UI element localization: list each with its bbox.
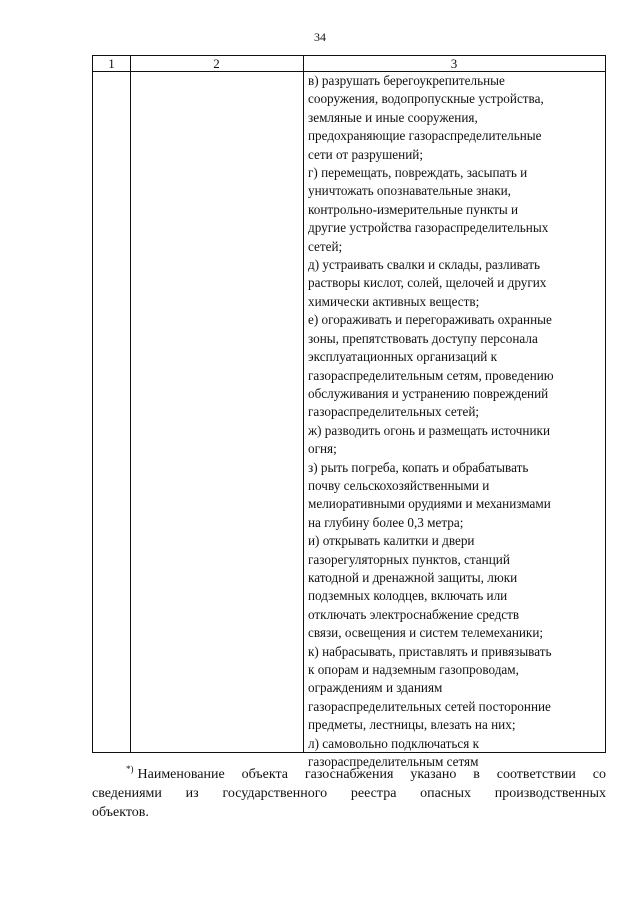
page-number: 34 (314, 30, 326, 44)
table-text-line: отключать электроснабжение средств (308, 606, 520, 622)
table-text-line: д) устраивать свалки и склады, разливать (308, 257, 540, 273)
table-text-line: ограждениям и зданиям (308, 680, 443, 696)
table-text-line: предметы, лестницы, влезать на них; (308, 717, 516, 733)
table-text-line: сети от разрушений; (308, 146, 423, 162)
table-text-line: связи, освещения и систем телемеханики; (308, 625, 544, 641)
table-text-line: растворы кислот, солей, щелочей и других (308, 275, 547, 291)
header-cell-3: 3 (450, 56, 458, 71)
table-text-line: катодной и дренажной защиты, люки (308, 569, 518, 585)
table-text-line: мелиоративными орудиями и механизмами (308, 496, 551, 512)
header-cell-2: 2 (213, 56, 220, 71)
table-text-line: к) набрасывать, приставлять и привязывать (308, 643, 552, 659)
table-text-line: газораспределительных сетей; (308, 404, 480, 420)
table-text-line: уничтожать опознавательные знаки, (308, 183, 511, 199)
table-text-line: газораспределительным сетям (308, 754, 479, 770)
table-text-line: зоны, препятствовать доступу персонала (308, 330, 538, 346)
table-text-line: газораспределительных сетей посторонние (308, 698, 551, 714)
table-text-line: почву сельскохозяйственными и (308, 477, 490, 493)
table-text-line: газораспределительным сетям, проведению (308, 367, 554, 383)
column-divider (303, 56, 304, 752)
table-text-line: в) разрушать берегоукрепительные (308, 73, 505, 88)
table-text-line: сетей; (308, 238, 343, 254)
table-text-line: подземных колодцев, включать или (308, 588, 508, 604)
column-divider (130, 56, 131, 752)
table-text-line: предохраняющие газораспределительные (308, 128, 542, 144)
table-text-line: и) открывать калитки и двери (308, 533, 475, 549)
table-text-line: г) перемещать, повреждать, засыпать и (308, 165, 528, 181)
table-text-line: контрольно-измерительные пункты и (308, 201, 519, 217)
table-text-line: л) самовольно подключаться к (308, 735, 480, 751)
table-text-line: ж) разводить огонь и размещать источники (308, 422, 551, 438)
table-header-row (93, 56, 605, 72)
table-text-line: сооружения, водопропускные устройства, (308, 91, 544, 107)
column-3-text (308, 72, 604, 771)
table-text-line: земляные и иные сооружения, (308, 109, 478, 125)
header-cell-1: 1 (108, 56, 115, 71)
footnote-line (92, 760, 606, 784)
table-text-line: на глубину более 0,3 метра; (308, 514, 464, 530)
table-text-line: обслуживания и устранению повреждений (308, 385, 549, 401)
footnote-line: сведениями из государственного реестра опасных производственных (92, 786, 606, 801)
table-text-line: з) рыть погреба, копать и обрабатывать (308, 459, 529, 475)
table-text-line: другие устройства газораспределительных (308, 220, 549, 236)
requirements-table (92, 55, 606, 770)
table-text-line: огня; (308, 441, 337, 457)
footnote (92, 760, 606, 822)
footnote-text: Наименование объекта газоснабжения указано в соответствии со (137, 767, 606, 782)
footnote-marker: *) (126, 764, 134, 774)
table-text-line: химически активных веществ; (308, 293, 480, 309)
table-text-line: е) огораживать и перегораживать охранные (308, 312, 552, 328)
footnote-line: объектов. (92, 805, 149, 820)
table-text-line: эксплуатационных организаций к (308, 349, 498, 365)
table-text-line: к опорам и надземным газопроводам, (308, 662, 519, 677)
table-text-line: газорегуляторных пунктов, станций (308, 551, 510, 567)
